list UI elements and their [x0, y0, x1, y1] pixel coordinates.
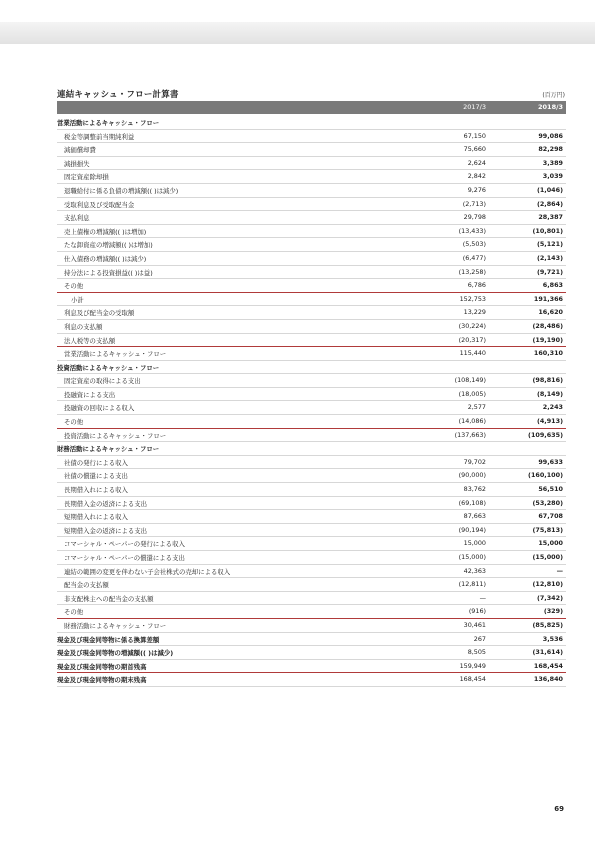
value-2017: (30,224) — [458, 321, 486, 330]
row-label: 社債の発行による収入 — [64, 458, 128, 467]
row-label: 持分法による投資損益(( )は益) — [64, 268, 153, 277]
table-row — [57, 374, 566, 388]
value-2018: — — [556, 566, 563, 575]
table-row — [57, 252, 566, 266]
row-label: 売上債権の増減額(( )は増加) — [64, 227, 147, 236]
page-number: 69 — [554, 805, 564, 813]
table-row — [57, 537, 566, 551]
value-2017: 2,842 — [467, 172, 486, 181]
table-row — [57, 633, 566, 647]
value-2017: (2,713) — [462, 199, 486, 208]
value-2018: (2,864) — [536, 199, 563, 208]
table-row — [57, 592, 566, 606]
row-label: 営業活動によるキャッシュ・フロー — [64, 350, 167, 359]
row-label: 税金等調整前当期純利益 — [64, 132, 135, 141]
row-label: コマーシャル・ペーパーの償還による支出 — [64, 554, 185, 562]
row-label: 利息の支払額 — [64, 322, 103, 331]
row-label: 現金及び現金同等物に係る換算差額 — [57, 635, 160, 644]
value-2017: 79,702 — [463, 457, 486, 466]
row-label: 受取利息及び受取配当金 — [64, 200, 135, 209]
value-2018: (53,280) — [532, 498, 563, 507]
table-row — [57, 184, 566, 198]
value-2018: 191,366 — [533, 294, 563, 303]
value-2018: (75,813) — [532, 525, 563, 534]
value-2018: (329) — [543, 607, 563, 616]
table-row — [57, 388, 566, 402]
value-2017: (14,086) — [458, 417, 486, 426]
value-2017: (90,000) — [458, 471, 486, 480]
table-row — [57, 157, 566, 171]
table-row — [57, 238, 566, 252]
row-label: 営業活動によるキャッシュ・フロー — [57, 119, 160, 127]
row-label: 財務活動によるキャッシュ・フロー — [57, 445, 160, 454]
value-2018: 82,298 — [538, 145, 563, 154]
table-row — [57, 306, 566, 320]
row-label: 短期借入れによる収入 — [64, 513, 128, 522]
table-row — [57, 361, 566, 375]
value-2017: (137,663) — [454, 430, 486, 439]
value-2017: 159,949 — [459, 661, 486, 670]
row-label: 連結の範囲の変更を伴わない子会社株式の売却による収入 — [64, 567, 231, 576]
table-row — [57, 415, 566, 429]
value-2018: 3,039 — [542, 172, 563, 181]
value-2018: 136,840 — [533, 675, 563, 684]
value-2017: 267 — [473, 634, 486, 643]
row-label: 投資活動によるキャッシュ・フロー — [64, 431, 167, 440]
value-2018: 3,389 — [542, 158, 563, 167]
value-2018: (7,342) — [536, 593, 563, 602]
value-2018: (15,000) — [532, 553, 563, 561]
row-label: 法人税等の支払額 — [64, 336, 116, 345]
unit-label: (百万円) — [542, 92, 565, 99]
value-2018: (2,143) — [536, 253, 563, 262]
row-label: 財務活動によるキャッシュ・フロー — [64, 621, 167, 630]
value-2017: (18,005) — [458, 389, 486, 398]
table-row — [57, 483, 566, 497]
row-label: 投融資の回収による収入 — [64, 404, 135, 413]
value-2017: (20,317) — [458, 335, 486, 344]
row-label: 小計 — [71, 295, 84, 304]
table-row — [57, 401, 566, 415]
table-row — [57, 211, 566, 225]
value-2018: 16,620 — [538, 308, 563, 317]
value-2017: (108,149) — [454, 376, 486, 385]
value-2018: 56,510 — [538, 485, 563, 494]
table-row — [57, 293, 566, 307]
row-label: 長期借入金の返済による支出 — [64, 499, 148, 508]
column-header-2018: 2018/3 — [538, 103, 563, 111]
value-2017: 42,363 — [463, 566, 486, 575]
value-2018: (85,825) — [532, 620, 563, 629]
top-decorative-band — [0, 22, 595, 44]
row-label: 現金及び現金同等物の期末残高 — [57, 676, 147, 685]
value-2018: (4,913) — [536, 417, 563, 426]
value-2017: (13,433) — [458, 226, 486, 235]
statement-title: 連結キャッシュ・フロー計算書 — [57, 90, 179, 100]
row-label: 減損損失 — [64, 159, 90, 168]
row-label: 固定資産除却損 — [64, 173, 109, 182]
row-label: 減価償却費 — [64, 146, 96, 155]
value-2017: 115,440 — [459, 349, 486, 358]
value-2017: (5,503) — [462, 240, 486, 249]
column-header-bar — [57, 101, 566, 114]
row-label: 配当金の支払額 — [64, 581, 109, 590]
value-2018: (160,100) — [528, 471, 563, 480]
value-2018: (98,816) — [532, 376, 563, 385]
value-2018: 15,000 — [538, 539, 563, 548]
row-label: 短期借入金の返済による支出 — [64, 526, 148, 535]
value-2017: 83,762 — [463, 485, 486, 494]
value-2018: 160,310 — [533, 349, 563, 358]
row-label: その他 — [64, 608, 84, 617]
table-row — [57, 429, 566, 443]
table-row — [57, 116, 566, 130]
table-row — [57, 565, 566, 579]
value-2017: 6,786 — [467, 281, 486, 290]
row-label: 非支配株主への配当金の支払額 — [64, 594, 154, 603]
value-2017: (13,258) — [458, 267, 486, 276]
value-2018: (28,486) — [532, 321, 563, 330]
value-2017: 8,505 — [467, 648, 486, 657]
value-2017: 2,624 — [467, 158, 486, 167]
table-row — [57, 279, 566, 293]
value-2018: (5,121) — [536, 240, 563, 249]
value-2018: 3,536 — [542, 634, 563, 643]
value-2017: 29,798 — [463, 213, 486, 222]
row-label: 退職給付に係る負債の増減額(( )は減少) — [64, 186, 179, 195]
value-2018: 2,243 — [542, 403, 563, 412]
column-header-2017: 2017/3 — [463, 103, 486, 111]
row-label: たな卸資産の増減額(( )は増加) — [64, 241, 153, 250]
value-2018: 28,387 — [538, 213, 563, 222]
table-row — [57, 347, 566, 361]
row-label: 投融資による支出 — [64, 390, 116, 399]
value-2018: (1,046) — [536, 185, 563, 194]
value-2018: (8,149) — [536, 389, 563, 398]
table-row — [57, 497, 566, 511]
row-label: その他 — [64, 282, 84, 291]
value-2018: 6,863 — [542, 281, 563, 290]
value-2017: 9,276 — [467, 185, 486, 194]
table-row — [57, 442, 566, 456]
value-2018: (12,810) — [532, 580, 563, 589]
value-2018: (31,614) — [532, 648, 563, 657]
value-2017: 152,753 — [459, 294, 486, 303]
value-2018: (9,721) — [536, 267, 563, 276]
table-row — [57, 170, 566, 184]
table-row — [57, 646, 566, 660]
table-row — [57, 320, 566, 334]
value-2017: (90,194) — [458, 525, 486, 534]
value-2018: (109,635) — [528, 430, 563, 439]
table-row — [57, 456, 566, 470]
value-2017: (69,108) — [458, 498, 486, 507]
value-2018: 99,633 — [538, 457, 563, 466]
row-label: 現金及び現金同等物の期首残高 — [57, 662, 147, 671]
value-2017: 87,663 — [463, 512, 486, 521]
value-2017: (15,000) — [458, 553, 486, 561]
row-label: 仕入債務の増減額(( )は減少) — [64, 254, 147, 263]
value-2017: 30,461 — [463, 620, 486, 629]
table-row — [57, 198, 566, 212]
table-row — [57, 524, 566, 538]
value-2017: (6,477) — [462, 253, 486, 262]
value-2017: 13,229 — [463, 308, 486, 317]
row-label: 投資活動によるキャッシュ・フロー — [57, 363, 160, 372]
table-row — [57, 660, 566, 674]
value-2017: 75,660 — [463, 145, 486, 154]
table-row — [57, 266, 566, 280]
table-row — [57, 673, 566, 687]
row-label: 固定資産の取得による支出 — [64, 377, 141, 386]
value-2017: 2,577 — [467, 403, 486, 412]
table-row — [57, 510, 566, 524]
table-row — [57, 551, 566, 565]
value-2018: (19,190) — [532, 335, 563, 344]
value-2018: (10,801) — [532, 226, 563, 235]
value-2017: (916) — [468, 607, 486, 616]
row-label: 利息及び配当金の受取額 — [64, 309, 135, 318]
value-2017: 67,150 — [463, 131, 486, 140]
table-row — [57, 619, 566, 633]
value-2017: (12,811) — [458, 580, 486, 589]
value-2017: 168,454 — [459, 675, 486, 684]
value-2017: — — [479, 593, 486, 602]
value-2018: 67,708 — [538, 512, 563, 521]
table-row — [57, 130, 566, 144]
value-2017: 15,000 — [463, 539, 486, 548]
row-label: 長期借入れによる収入 — [64, 486, 128, 495]
table-row — [57, 605, 566, 619]
cash-flow-table — [57, 116, 566, 687]
row-label: 社債の償還による支出 — [64, 472, 128, 481]
table-row — [57, 143, 566, 157]
row-label: コマーシャル・ペーパーの発行による収入 — [64, 540, 185, 549]
table-row — [57, 334, 566, 348]
value-2018: 99,086 — [538, 131, 563, 140]
row-label: 現金及び現金同等物の増減額(( )は減少) — [57, 649, 174, 658]
table-row — [57, 469, 566, 483]
table-row — [57, 225, 566, 239]
row-label: 支払利息 — [64, 214, 90, 223]
table-row — [57, 578, 566, 592]
value-2018: 168,454 — [533, 661, 563, 670]
row-label: その他 — [64, 418, 84, 427]
